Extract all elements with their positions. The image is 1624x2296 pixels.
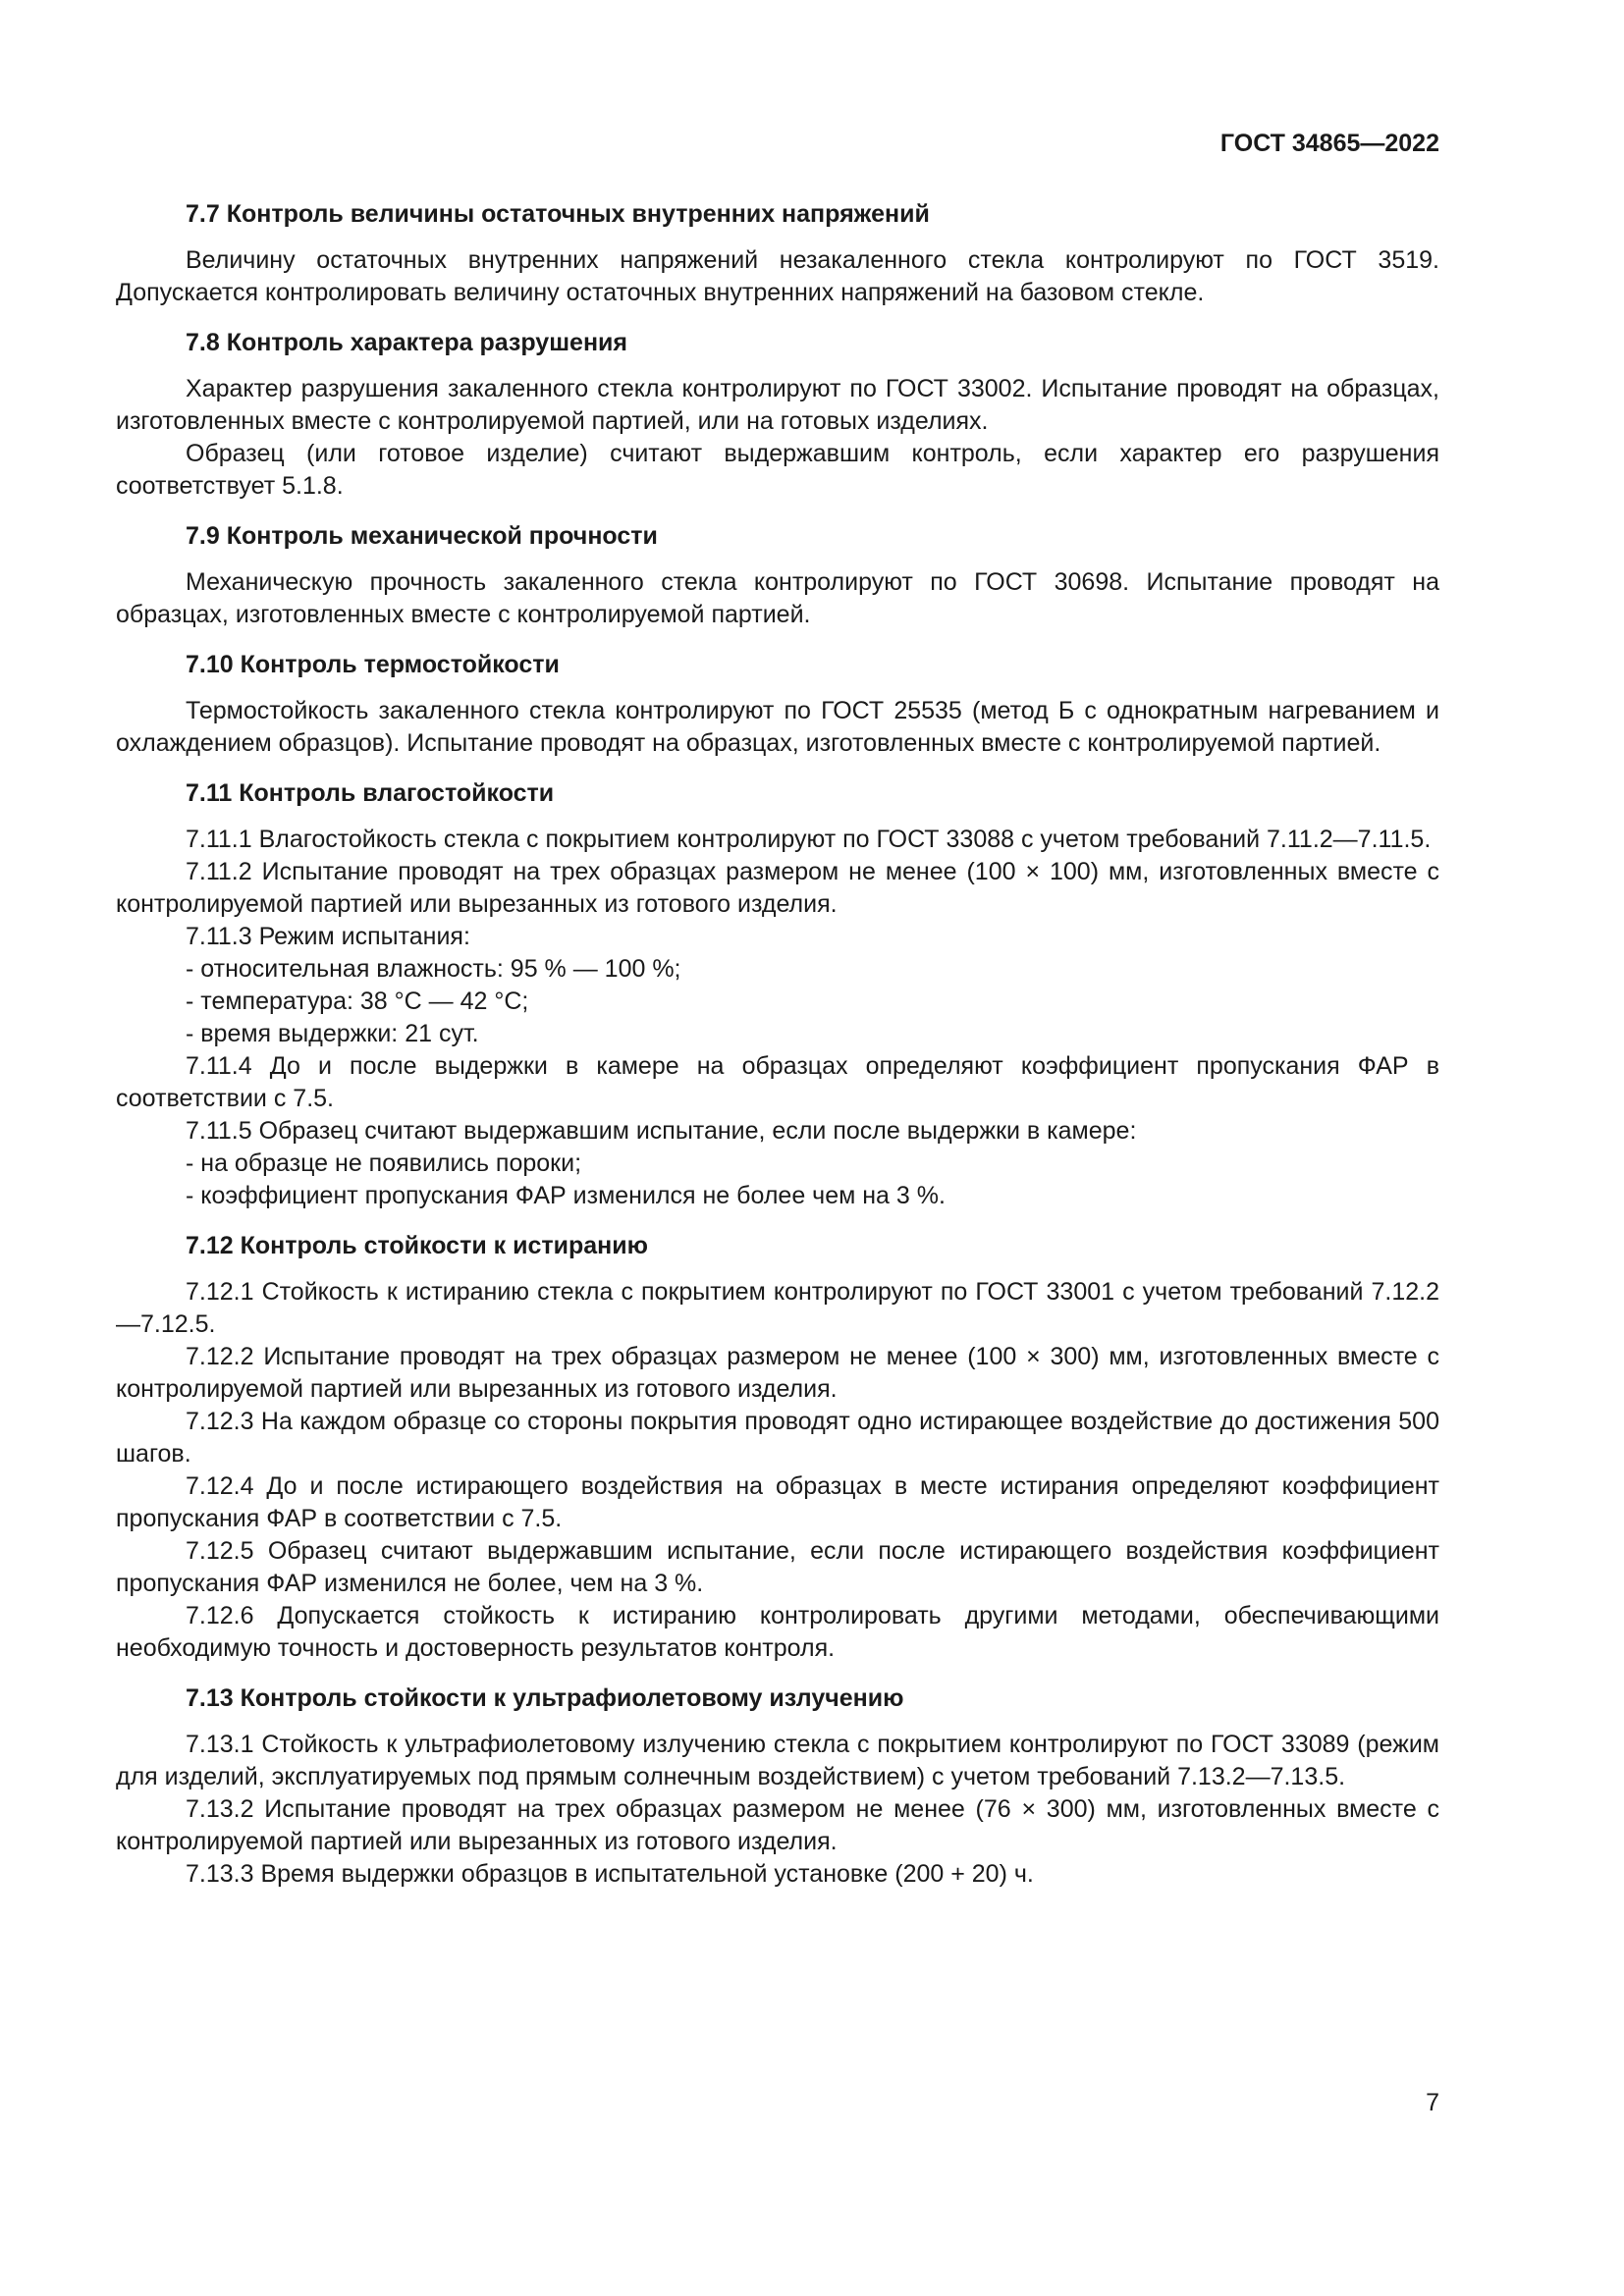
document-page: [116, 128, 1439, 1891]
section-heading: 7.13 Контроль стойкости к ультрафиолетовому излучению: [186, 1684, 904, 1712]
section-paragraph: Величину остаточных внутренних напряжений незакаленного стекла контролируют по ГОСТ 3519. Допускается контролировать величину остаточных внутренних напряжений на базовом стекле.: [116, 246, 1439, 306]
section-heading: 7.7 Контроль величины остаточных внутренних напряжений: [186, 200, 930, 228]
section-heading: 7.9 Контроль механической прочности: [186, 522, 658, 550]
page-number: 7: [1426, 2089, 1439, 2116]
section-paragraph: Образец (или готовое изделие) считают выдержавшим контроль, если характер его разрушения соответствует 5.1.8.: [116, 440, 1439, 500]
section-heading: 7.8 Контроль характера разрушения: [186, 329, 627, 356]
section-paragraph: 7.13.2 Испытание проводят на трех образцах размером не менее (76 × 300) мм, изготовленных вместе с контролируемой партией или вырезанных из готового изделия.: [116, 1795, 1439, 1855]
section-paragraph: 7.13.1 Стойкость к ультрафиолетовому излучению стекла с покрытием контролируют по ГОСТ 33089 (режим для изделий, эксплуатируемых под прямым солнечным воздействием) с учетом требований 7.13.2—7.13.5.: [116, 1731, 1439, 1790]
document-section: [116, 198, 1439, 309]
document-section: [116, 327, 1439, 503]
section-heading: 7.12 Контроль стойкости к истиранию: [186, 1232, 648, 1259]
section-paragraph: 7.12.4 До и после истирающего воздействия на образцах в месте истирания определяют коэффициент пропускания ФАР в соответствии с 7.5.: [116, 1472, 1439, 1532]
section-paragraph: 7.12.6 Допускается стойкость к истиранию контролировать другими методами, обеспечивающими необходимую точность и достоверность результатов контроля.: [116, 1602, 1439, 1662]
section-paragraph: 7.12.5 Образец считают выдержавшим испытание, если после истирающего воздействия коэффициент пропускания ФАР изменился не более, чем на 3 %.: [116, 1537, 1439, 1597]
section-paragraph: - относительная влажность: 95 % — 100 %;: [186, 955, 681, 983]
section-paragraph: Механическую прочность закаленного стекла контролируют по ГОСТ 30698. Испытание проводят на образцах, изготовленных вместе с контролируемой партией.: [116, 568, 1439, 628]
section-paragraph: - время выдержки: 21 сут.: [186, 1020, 479, 1047]
section-paragraph: - температура: 38 °С — 42 °С;: [186, 988, 529, 1015]
section-paragraph: - на образце не появились пороки;: [186, 1149, 582, 1177]
section-paragraph: - коэффициент пропускания ФАР изменился не более чем на 3 %.: [186, 1182, 946, 1209]
section-paragraph: 7.12.1 Стойкость к истиранию стекла с покрытием контролируют по ГОСТ 33001 с учетом требований 7.12.2—7.12.5.: [116, 1278, 1439, 1338]
document-section: [116, 777, 1439, 1212]
section-heading: 7.10 Контроль термостойкости: [186, 651, 560, 678]
section-paragraph: 7.13.3 Время выдержки образцов в испытательной установке (200 + 20) ч.: [186, 1860, 1034, 1888]
section-paragraph: 7.12.2 Испытание проводят на трех образцах размером не менее (100 × 300) мм, изготовленных вместе с контролируемой партией или вырезанных из готового изделия.: [116, 1343, 1439, 1403]
section-paragraph: Термостойкость закаленного стекла контролируют по ГОСТ 25535 (метод Б с однократным нагреванием и охлаждением образцов). Испытание проводят на образцах, изготовленных вместе с контролируемой партией.: [116, 697, 1439, 757]
document-section: [116, 1682, 1439, 1891]
section-paragraph: 7.11.3 Режим испытания:: [186, 923, 470, 950]
section-paragraph: Характер разрушения закаленного стекла контролируют по ГОСТ 33002. Испытание проводят на образцах, изготовленных вместе с контролируемой партией, или на готовых изделиях.: [116, 375, 1439, 435]
document-body: [116, 198, 1439, 1891]
section-paragraph: 7.11.1 Влагостойкость стекла с покрытием контролируют по ГОСТ 33088 с учетом требований 7.11.2—7.11.5.: [186, 826, 1432, 853]
section-paragraph: 7.12.3 На каждом образце со стороны покрытия проводят одно истирающее воздействие до достижения 500 шагов.: [116, 1408, 1439, 1468]
document-section: [116, 520, 1439, 631]
section-heading: 7.11 Контроль влагостойкости: [186, 779, 555, 807]
document-section: [116, 1230, 1439, 1665]
document-section: [116, 649, 1439, 760]
document-code-header: ГОСТ 34865—2022: [1219, 130, 1439, 157]
section-paragraph: 7.11.2 Испытание проводят на трех образцах размером не менее (100 × 100) мм, изготовленных вместе с контролируемой партией или вырезанных из готового изделия.: [116, 858, 1439, 918]
section-paragraph: 7.11.4 До и после выдержки в камере на образцах определяют коэффициент пропускания ФАР в соответствии с 7.5.: [116, 1052, 1439, 1112]
section-paragraph: 7.11.5 Образец считают выдержавшим испытание, если после выдержки в камере:: [186, 1117, 1137, 1145]
